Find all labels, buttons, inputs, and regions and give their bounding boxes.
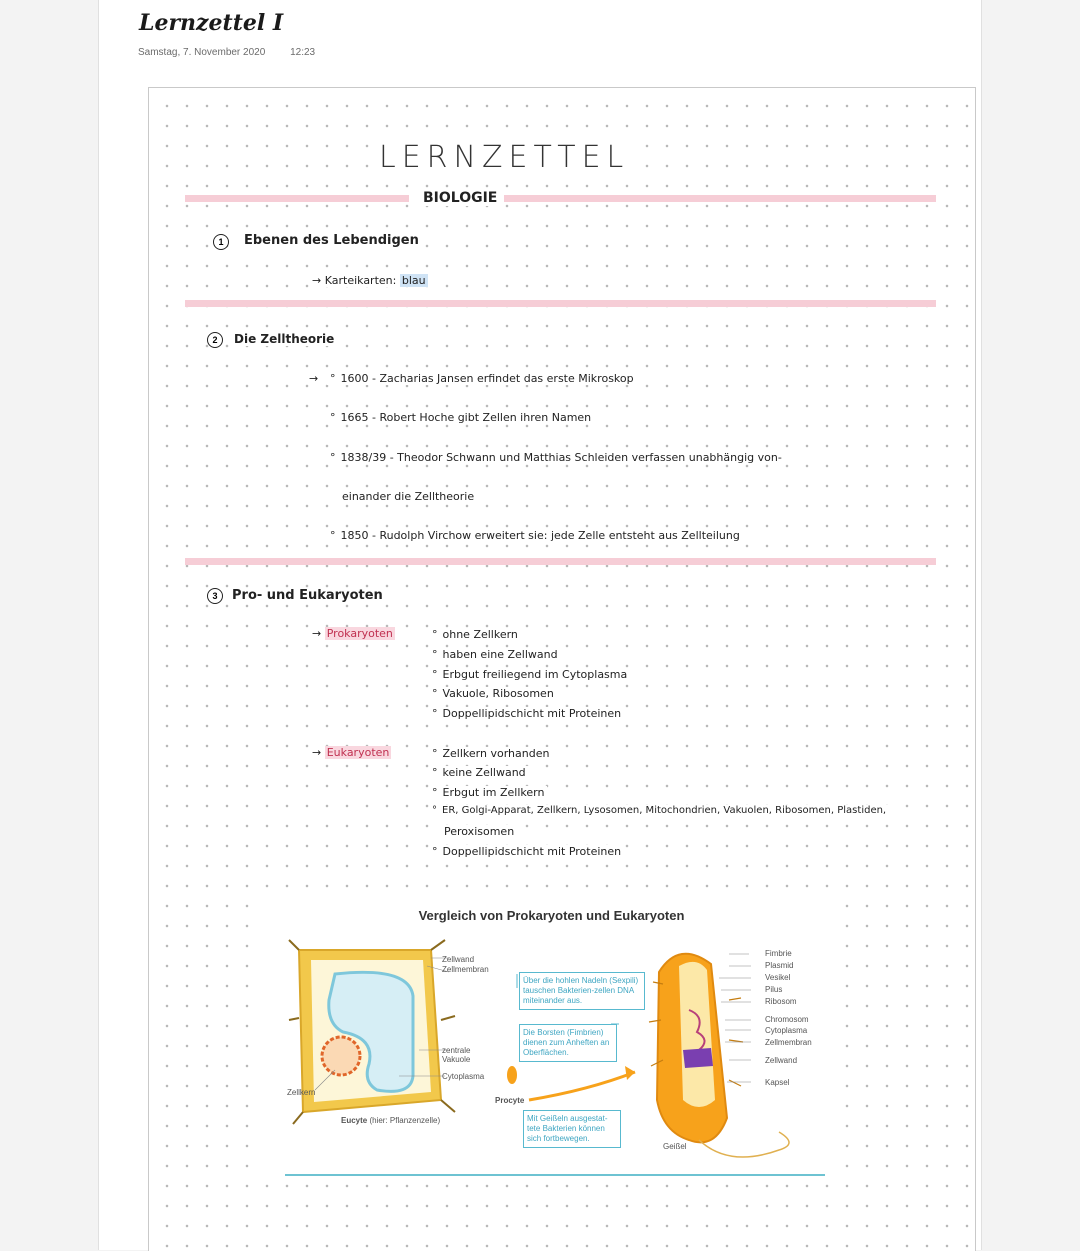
list-item: ° haben eine Zellwand <box>429 648 561 661</box>
label-kapsel: Kapsel <box>765 1078 790 1087</box>
list-item: ° Doppellipidschicht mit Proteinen <box>429 845 624 858</box>
study-sheet <box>148 87 976 1251</box>
note-date: Samstag, 7. November 2020 <box>138 47 266 58</box>
pink-divider <box>504 195 936 202</box>
group-label: → Eukaryoten <box>309 746 394 759</box>
label-chromosom: Chromosom <box>765 1015 809 1024</box>
list-item: ° Erbgut freiliegend im Cytoplasma <box>429 668 630 681</box>
list-item: ° Zellkern vorhanden <box>429 747 552 760</box>
procyte-icon <box>507 1066 517 1084</box>
label-zellmembran: Zellmembran <box>442 965 489 974</box>
list-item: ° Erbgut im Zellkern <box>429 786 547 799</box>
timeline-item: ° 1665 - Robert Hoche gibt Zellen ihren Namen <box>327 411 594 424</box>
section-number: 3 <box>207 588 223 604</box>
callout-pili: Über die hohlen Nadeln (Sexpili) tauschen Bakterien-zellen DNA miteinander aus. <box>519 972 645 1010</box>
section-heading: Pro- und Eukaryoten <box>229 588 386 603</box>
cell-comparison-figure <box>259 900 844 1175</box>
timeline-item: ° 1838/39 - Theodor Schwann und Matthias Schleiden verfassen unabhängig von- <box>327 451 785 464</box>
section-heading: Ebenen des Lebendigen <box>241 233 422 248</box>
figure-title: Vergleich von Prokaryoten und Eukaryoten <box>418 908 685 923</box>
figure-underline <box>285 1174 825 1176</box>
arrow-icon: → <box>309 372 319 385</box>
note-meta <box>138 47 337 58</box>
list-item: ° ER, Golgi-Apparat, Zellkern, Lysosomen, Mitochondrien, Vakuolen, Ribosomen, Plastiden, <box>429 805 889 816</box>
callout-geissel: Mit Geißeln ausgestat-tete Bakterien können sich fortbewegen. <box>523 1110 621 1148</box>
label-vesikel: Vesikel <box>765 973 791 982</box>
group-label: → Prokaryoten <box>309 627 398 640</box>
eucyte-caption: Eucyte (hier: Pflanzenzelle) <box>341 1116 441 1125</box>
pink-divider <box>185 300 936 307</box>
label-zellkern: Zellkern <box>287 1088 316 1097</box>
list-item: ° Vakuole, Ribosomen <box>429 687 557 700</box>
label-cytoplasma: Cytoplasma <box>765 1026 808 1035</box>
label-pilus: Pilus <box>765 985 783 994</box>
list-item: ° Doppellipidschicht mit Proteinen <box>429 707 624 720</box>
label-zellwand: Zellwand <box>442 955 475 964</box>
label-vakuole: zentrale Vakuole <box>442 1046 471 1064</box>
pink-divider <box>185 558 936 565</box>
section-number: 1 <box>213 234 229 250</box>
blue-highlight: blau <box>401 274 426 287</box>
label-plasmid: Plasmid <box>765 961 794 970</box>
label-geissel: Geißel <box>663 1142 687 1151</box>
timeline-item: einander die Zelltheorie <box>339 490 477 503</box>
list-item: Peroxisomen <box>441 825 517 838</box>
list-item: ° ohne Zellkern <box>429 628 521 641</box>
timeline-item: ° 1850 - Rudolph Virchow erweitert sie: jede Zelle entsteht aus Zellteilung <box>327 529 743 542</box>
subject-label: BIOLOGIE <box>417 190 503 206</box>
section-number: 2 <box>207 332 223 348</box>
label-zellwand: Zellwand <box>765 1056 798 1065</box>
callout-fimbrien: Die Borsten (Fimbrien) dienen zum Anheften an Oberflächen. <box>519 1024 617 1062</box>
label-zellmembran: Zellmembran <box>765 1038 812 1047</box>
note-time: 12:23 <box>290 47 316 58</box>
sheet-title: LERNZETTEL <box>373 140 635 175</box>
arrow-icon <box>529 1072 635 1100</box>
label-ribosom: Ribosom <box>765 997 797 1006</box>
note-title: Lernzettel I <box>139 10 283 36</box>
section-heading: Die Zelltheorie <box>231 332 337 346</box>
list-item: ° keine Zellwand <box>429 766 529 779</box>
procyte-label: Procyte <box>495 1096 525 1105</box>
label-fimbrie: Fimbrie <box>765 949 792 958</box>
pink-divider <box>185 195 409 202</box>
label-cytoplasma: Cytoplasma <box>442 1072 485 1081</box>
section-line: → Karteikarten: blau <box>309 274 431 287</box>
timeline-item: ° 1600 - Zacharias Jansen erfindet das erste Mikroskop <box>327 372 637 385</box>
